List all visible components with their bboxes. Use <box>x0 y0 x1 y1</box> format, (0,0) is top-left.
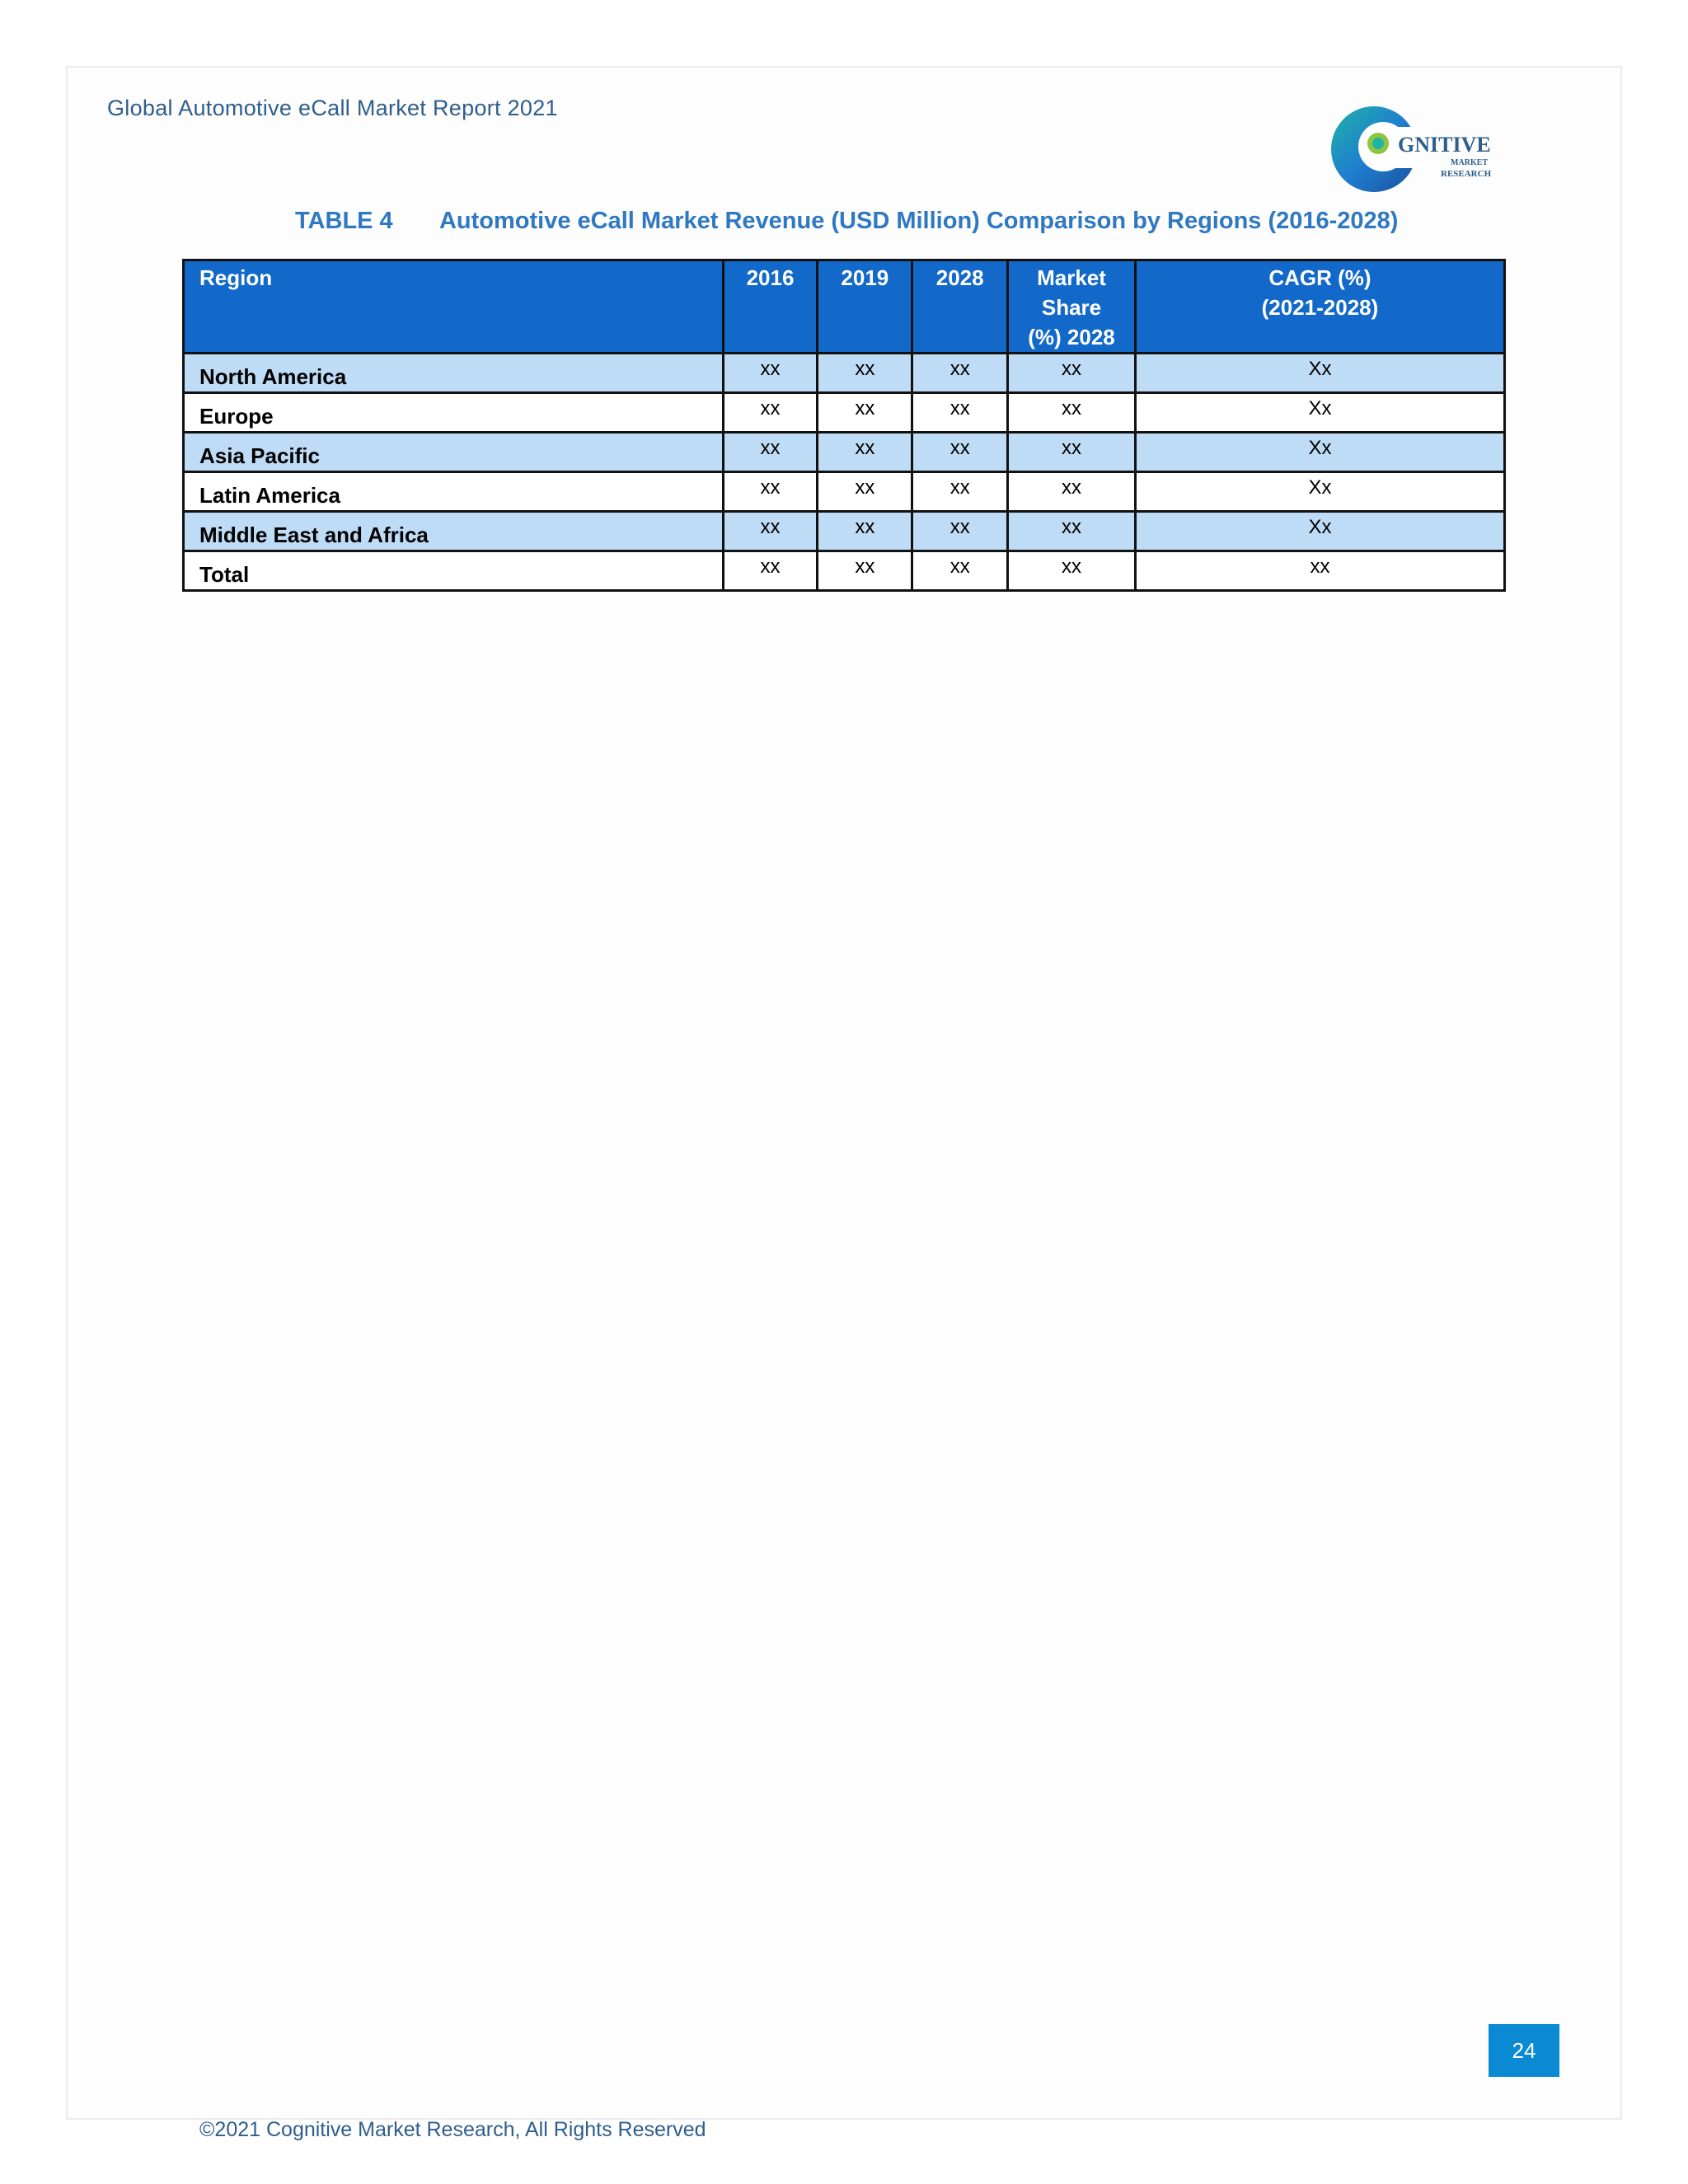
cell-share: xx <box>1008 354 1136 393</box>
header-market-share-line3: (%) 2028 <box>1028 325 1115 349</box>
cell-2019: xx <box>818 433 912 472</box>
table-number: TABLE 4 <box>295 208 393 234</box>
table-row-total <box>184 551 1505 591</box>
table-row <box>184 433 1505 472</box>
cell-2016: xx <box>723 472 818 512</box>
cell-2019: xx <box>818 393 912 433</box>
header-region: Region <box>184 260 724 354</box>
cell-2016: xx <box>723 551 818 591</box>
cell-2019: xx <box>818 354 912 393</box>
header-2028: 2028 <box>912 260 1008 354</box>
cell-region: Middle East and Africa <box>184 512 724 551</box>
cell-share: xx <box>1008 551 1136 591</box>
cell-share: xx <box>1008 433 1136 472</box>
cell-cagr: Xx <box>1135 472 1504 512</box>
cell-2028: xx <box>912 433 1008 472</box>
cell-2019: xx <box>818 512 912 551</box>
cell-2016: xx <box>723 354 818 393</box>
cell-share: xx <box>1008 472 1136 512</box>
cell-region: Total <box>184 551 724 591</box>
header-cagr <box>1135 260 1504 354</box>
table-row <box>184 393 1505 433</box>
cell-2028: xx <box>912 393 1008 433</box>
cell-2019: xx <box>818 551 912 591</box>
cell-2028: xx <box>912 354 1008 393</box>
cell-cagr: xx <box>1135 551 1504 591</box>
header-2019: 2019 <box>818 260 912 354</box>
table-row <box>184 512 1505 551</box>
table-row <box>184 354 1505 393</box>
cell-share: xx <box>1008 393 1136 433</box>
cell-2016: xx <box>723 433 818 472</box>
cell-region: North America <box>184 354 724 393</box>
cell-2016: xx <box>723 512 818 551</box>
header-2016: 2016 <box>723 260 818 354</box>
cell-2028: xx <box>912 472 1008 512</box>
table-row <box>184 472 1505 512</box>
cell-region: Latin America <box>184 472 724 512</box>
cell-cagr: Xx <box>1135 393 1504 433</box>
cell-2016: xx <box>723 393 818 433</box>
header-cagr-line2: (2021-2028) <box>1261 295 1379 320</box>
cell-share: xx <box>1008 512 1136 551</box>
cell-cagr: Xx <box>1135 433 1504 472</box>
logo-text-main: GNITIVE <box>1398 133 1491 157</box>
table-caption <box>295 208 1398 235</box>
table-header-row <box>184 260 1505 354</box>
page-number: 24 <box>1489 2024 1559 2077</box>
header-market-share <box>1008 260 1136 354</box>
cell-region: Asia Pacific <box>184 433 724 472</box>
header-cagr-line1: CAGR (%) <box>1268 265 1372 290</box>
cell-2028: xx <box>912 551 1008 591</box>
region-revenue-table <box>182 259 1506 592</box>
cell-region: Europe <box>184 393 724 433</box>
cell-cagr: Xx <box>1135 354 1504 393</box>
report-header-title: Global Automotive eCall Market Report 2021 <box>107 96 558 120</box>
logo-text-market: MARKET <box>1451 158 1488 167</box>
logo-text-research: RESEARCH <box>1441 169 1492 179</box>
cognitive-logo <box>1329 102 1492 197</box>
cell-2019: xx <box>818 472 912 512</box>
header-market-share-line1: Market <box>1037 265 1106 290</box>
header-market-share-line2: Share <box>1041 295 1102 320</box>
footer-copyright: ©2021 Cognitive Market Research, All Rights Reserved <box>199 2118 706 2141</box>
table-title: Automotive eCall Market Revenue (USD Million) Comparison by Regions (2016-2028) <box>438 208 1399 234</box>
cell-cagr: Xx <box>1135 512 1504 551</box>
cell-2028: xx <box>912 512 1008 551</box>
